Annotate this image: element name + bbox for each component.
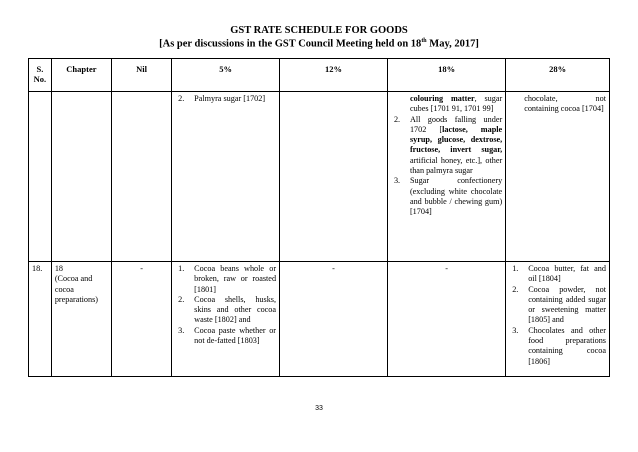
header-5-percent: 5%: [172, 59, 280, 92]
cell-5-percent: [172, 262, 280, 377]
header-12-percent: 12%: [280, 59, 388, 92]
cell-28-percent: [506, 92, 610, 262]
list-item: [178, 295, 276, 326]
item-number: 2.: [393, 114, 401, 124]
cell-nil: [111, 92, 171, 262]
item-text: Palmyra sugar [1702]: [194, 94, 266, 103]
list-28-percent: [512, 264, 606, 367]
page-number: 33: [315, 405, 323, 412]
header-28-percent: 28%: [506, 59, 610, 92]
list-item: [178, 94, 276, 104]
chapter-number: 18: [54, 264, 63, 273]
list-item: [178, 264, 276, 295]
cell-chapter: [51, 262, 111, 377]
item-number: 2.: [178, 294, 185, 304]
item-text: All goods falling under 1702 [: [409, 114, 503, 134]
header-18-percent: 18%: [387, 59, 505, 92]
gst-rate-table: [28, 58, 610, 377]
list-item: [512, 326, 606, 367]
header-chapter: Chapter: [51, 59, 111, 92]
item-number: 2.: [512, 284, 519, 294]
subtitle-suffix: May, 2017]: [426, 38, 479, 50]
item-text: Cocoa paste whether or not de-fatted [1803]: [194, 325, 277, 346]
item-number: 1.: [178, 264, 185, 273]
list-item: [512, 264, 606, 285]
header-row: [29, 59, 610, 92]
item-text: Cocoa beans whole or broken, raw or roasted [1801]: [194, 264, 277, 294]
cell-12-percent: -: [280, 262, 388, 377]
item-text: , sugar cubes [1701 91, 1701 99]: [409, 94, 503, 114]
list-item: [178, 326, 276, 347]
list-item: [394, 94, 502, 115]
list-item: [512, 285, 606, 326]
item-text: Cocoa butter, fat and oil [1804]: [528, 264, 606, 284]
chapter-name: (Cocoa and cocoa preparations): [54, 274, 99, 304]
list-item: [394, 176, 502, 217]
subtitle-sup: th: [421, 38, 427, 44]
list-item: [394, 115, 502, 177]
item-number: 2.: [178, 94, 185, 103]
document-subtitle: [0, 38, 638, 50]
item-text: Chocolates and other food preparations containing cocoa [1806]: [528, 325, 606, 366]
item-text-bold: colouring matter: [409, 94, 475, 103]
table-row: [29, 262, 610, 377]
header-sno: [29, 59, 52, 92]
header-sno-line1: S.: [36, 64, 44, 74]
header-sno-line2: No.: [33, 74, 47, 85]
item-number: 1.: [512, 264, 519, 273]
item-text: Sugar confectionery (excluding white chocolate and bubble / chewing gum) [1704]: [409, 176, 503, 217]
subtitle-prefix: [As per discussions in the GST Council Meeting held on 18: [159, 38, 422, 50]
item-text: Cocoa shells, husks, skins and other cocoa waste [1802] and: [194, 294, 277, 325]
cell-sno: 18.: [29, 262, 52, 377]
cell-nil: -: [111, 262, 171, 377]
item-text: chocolate, not containing cocoa [1704]: [524, 94, 606, 114]
cell-18-percent: -: [387, 262, 505, 377]
header-nil: Nil: [111, 59, 171, 92]
cell-18-percent: [387, 92, 505, 262]
list-5-percent: [178, 94, 276, 104]
item-text: Cocoa powder, not containing added sugar or sweetening matter [1805] and: [528, 284, 606, 325]
item-text: artificial honey, etc.], other than palmyra sugar: [409, 155, 503, 176]
cell-sno: [29, 92, 52, 262]
cell-28-percent: [506, 262, 610, 377]
cell-5-percent: [172, 92, 280, 262]
list-5-percent: [178, 264, 276, 346]
item-number: 3.: [512, 325, 519, 335]
table-row: [29, 92, 610, 262]
cell-12-percent: [280, 92, 388, 262]
item-number: 3.: [178, 325, 185, 335]
cell-chapter: [51, 92, 111, 262]
item-number: 3.: [393, 176, 401, 186]
item-text-bold: lactose, maple syrup, glucose, dextrose, fructose, invert sugar,: [409, 124, 503, 155]
list-18-percent: [394, 94, 502, 218]
document-title: GST RATE SCHEDULE FOR GOODS: [230, 25, 408, 36]
